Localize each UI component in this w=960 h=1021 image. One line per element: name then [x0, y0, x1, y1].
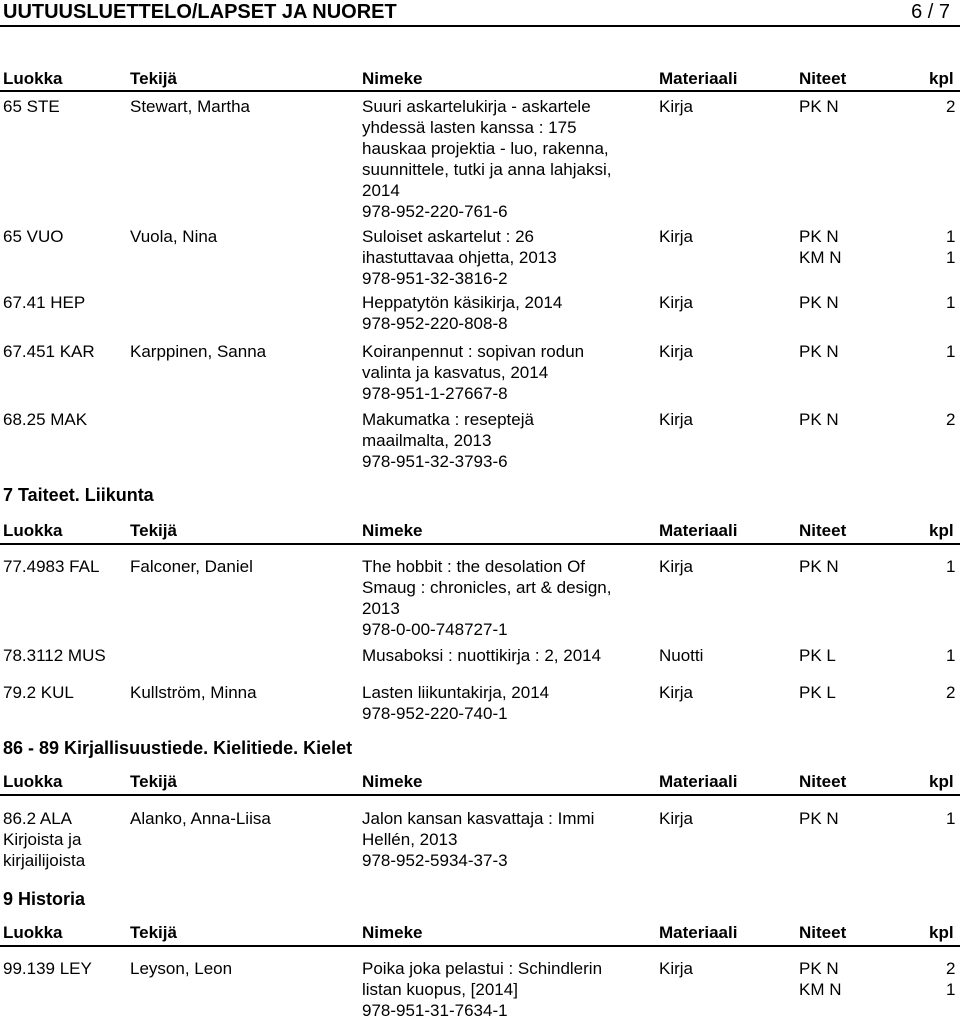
page-title: UUTUUSLUETTELO/LAPSET JA NUORET [3, 1, 397, 23]
row-nimeke: Heppatytön käsikirja, 2014 978-952-220-808-8 [362, 293, 563, 333]
col-tekija-header: Tekijä [130, 923, 177, 942]
col-kpl-header: kpl [929, 772, 954, 791]
row-materiaali: Nuotti [659, 646, 704, 665]
row-kpl: 1 [946, 809, 956, 828]
row-niteet: PK N [799, 410, 839, 429]
row-niteet: PK N KM N [799, 227, 842, 267]
row-tekija: Alanko, Anna-Liisa [130, 809, 271, 828]
row-niteet: PK N KM N [799, 959, 842, 999]
row-tekija: Leyson, Leon [130, 959, 233, 978]
col-kpl-header: kpl [929, 521, 954, 540]
row-nimeke: Lasten liikuntakirja, 2014 978-952-220-740-1 [362, 683, 550, 723]
page-number: 6 / 7 [911, 1, 950, 23]
col-materiaali-header: Materiaali [659, 923, 738, 942]
row-niteet: PK N [799, 809, 839, 828]
row-materiaali: Kirja [659, 293, 694, 312]
header-divider [0, 945, 960, 947]
col-nimeke-header: Nimeke [362, 923, 423, 942]
col-kpl-header: kpl [929, 69, 954, 88]
row-nimeke: Suuri askartelukirja - askartele yhdessä lasten kanssa : 175 hauskaa projektia - luo, rakenna, suunnittele, tutki ja anna lahjaksi, 2014 978-952-220-761-6 [362, 97, 612, 221]
row-tekija: Stewart, Martha [130, 97, 250, 116]
row-luokka: 65 STE [3, 97, 60, 116]
header-divider [0, 543, 960, 545]
row-luokka: 67.41 HEP [3, 293, 86, 312]
row-kpl: 1 [946, 342, 956, 361]
section-title: 86 - 89 Kirjallisuustiede. Kielitiede. Kielet [3, 738, 353, 758]
row-kpl: 1 [946, 557, 956, 576]
col-luokka-header: Luokka [3, 923, 63, 942]
row-luokka: 79.2 KUL [3, 683, 74, 702]
col-niteet-header: Niteet [799, 69, 847, 88]
header-divider [0, 794, 960, 796]
row-tekija: Kullström, Minna [130, 683, 257, 702]
col-niteet-header: Niteet [799, 923, 847, 942]
row-kpl: 1 [946, 293, 956, 312]
row-materiaali: Kirja [659, 342, 694, 361]
row-niteet: PK N [799, 97, 839, 116]
row-kpl: 1 1 [946, 227, 956, 267]
col-luokka-header: Luokka [3, 69, 63, 88]
col-luokka-header: Luokka [3, 772, 63, 791]
row-luokka: 78.3112 MUS [3, 646, 106, 665]
col-materiaali-header: Materiaali [659, 772, 738, 791]
row-nimeke: The hobbit : the desolation Of Smaug : chronicles, art & design, 2013 978-0-00-748727-1 [362, 557, 612, 639]
header-divider [0, 90, 960, 92]
row-materiaali: Kirja [659, 683, 694, 702]
col-niteet-header: Niteet [799, 772, 847, 791]
row-nimeke: Poika joka pelastui : Schindlerin listan kuopus, [2014] 978-951-31-7634-1 [362, 959, 603, 1020]
row-luokka: 99.139 LEY [3, 959, 92, 978]
row-kpl: 2 [946, 683, 956, 702]
row-luokka: 67.451 KAR [3, 342, 95, 361]
row-nimeke: Suloiset askartelut : 26 ihastuttavaa ohjetta, 2013 978-951-32-3816-2 [362, 227, 557, 288]
section-title: 9 Historia [3, 889, 86, 909]
section-title: 7 Taiteet. Liikunta [3, 485, 154, 505]
row-nimeke: Jalon kansan kasvattaja : Immi Hellén, 2013 978-952-5934-37-3 [362, 809, 595, 870]
col-materiaali-header: Materiaali [659, 69, 738, 88]
col-tekija-header: Tekijä [130, 772, 177, 791]
row-tekija: Vuola, Nina [130, 227, 218, 246]
row-nimeke: Koiranpennut : sopivan rodun valinta ja kasvatus, 2014 978-951-1-27667-8 [362, 342, 585, 403]
row-materiaali: Kirja [659, 410, 694, 429]
col-nimeke-header: Nimeke [362, 69, 423, 88]
row-tekija: Karppinen, Sanna [130, 342, 267, 361]
row-nimeke: Musaboksi : nuottikirja : 2, 2014 [362, 646, 602, 665]
row-luokka: 65 VUO [3, 227, 64, 246]
row-niteet: PK N [799, 342, 839, 361]
row-materiaali: Kirja [659, 809, 694, 828]
row-materiaali: Kirja [659, 959, 694, 978]
row-materiaali: Kirja [659, 227, 694, 246]
row-kpl: 2 [946, 410, 956, 429]
col-niteet-header: Niteet [799, 521, 847, 540]
row-niteet: PK N [799, 293, 839, 312]
row-materiaali: Kirja [659, 97, 694, 116]
row-kpl: 2 1 [946, 959, 956, 999]
row-kpl: 1 [946, 646, 956, 665]
col-tekija-header: Tekijä [130, 521, 177, 540]
row-niteet: PK L [799, 646, 836, 665]
row-niteet: PK L [799, 683, 836, 702]
row-nimeke: Makumatka : reseptejä maailmalta, 2013 978-951-32-3793-6 [362, 410, 534, 471]
row-luokka: 77.4983 FAL [3, 557, 100, 576]
row-luokka: 68.25 MAK [3, 410, 88, 429]
row-niteet: PK N [799, 557, 839, 576]
row-materiaali: Kirja [659, 557, 694, 576]
title-divider [0, 25, 960, 27]
row-luokka: 86.2 ALA Kirjoista ja kirjailijoista [3, 809, 86, 870]
col-luokka-header: Luokka [3, 521, 63, 540]
col-nimeke-header: Nimeke [362, 772, 423, 791]
col-kpl-header: kpl [929, 923, 954, 942]
col-nimeke-header: Nimeke [362, 521, 423, 540]
row-tekija: Falconer, Daniel [130, 557, 253, 576]
col-materiaali-header: Materiaali [659, 521, 738, 540]
col-tekija-header: Tekijä [130, 69, 177, 88]
row-kpl: 2 [946, 97, 956, 116]
